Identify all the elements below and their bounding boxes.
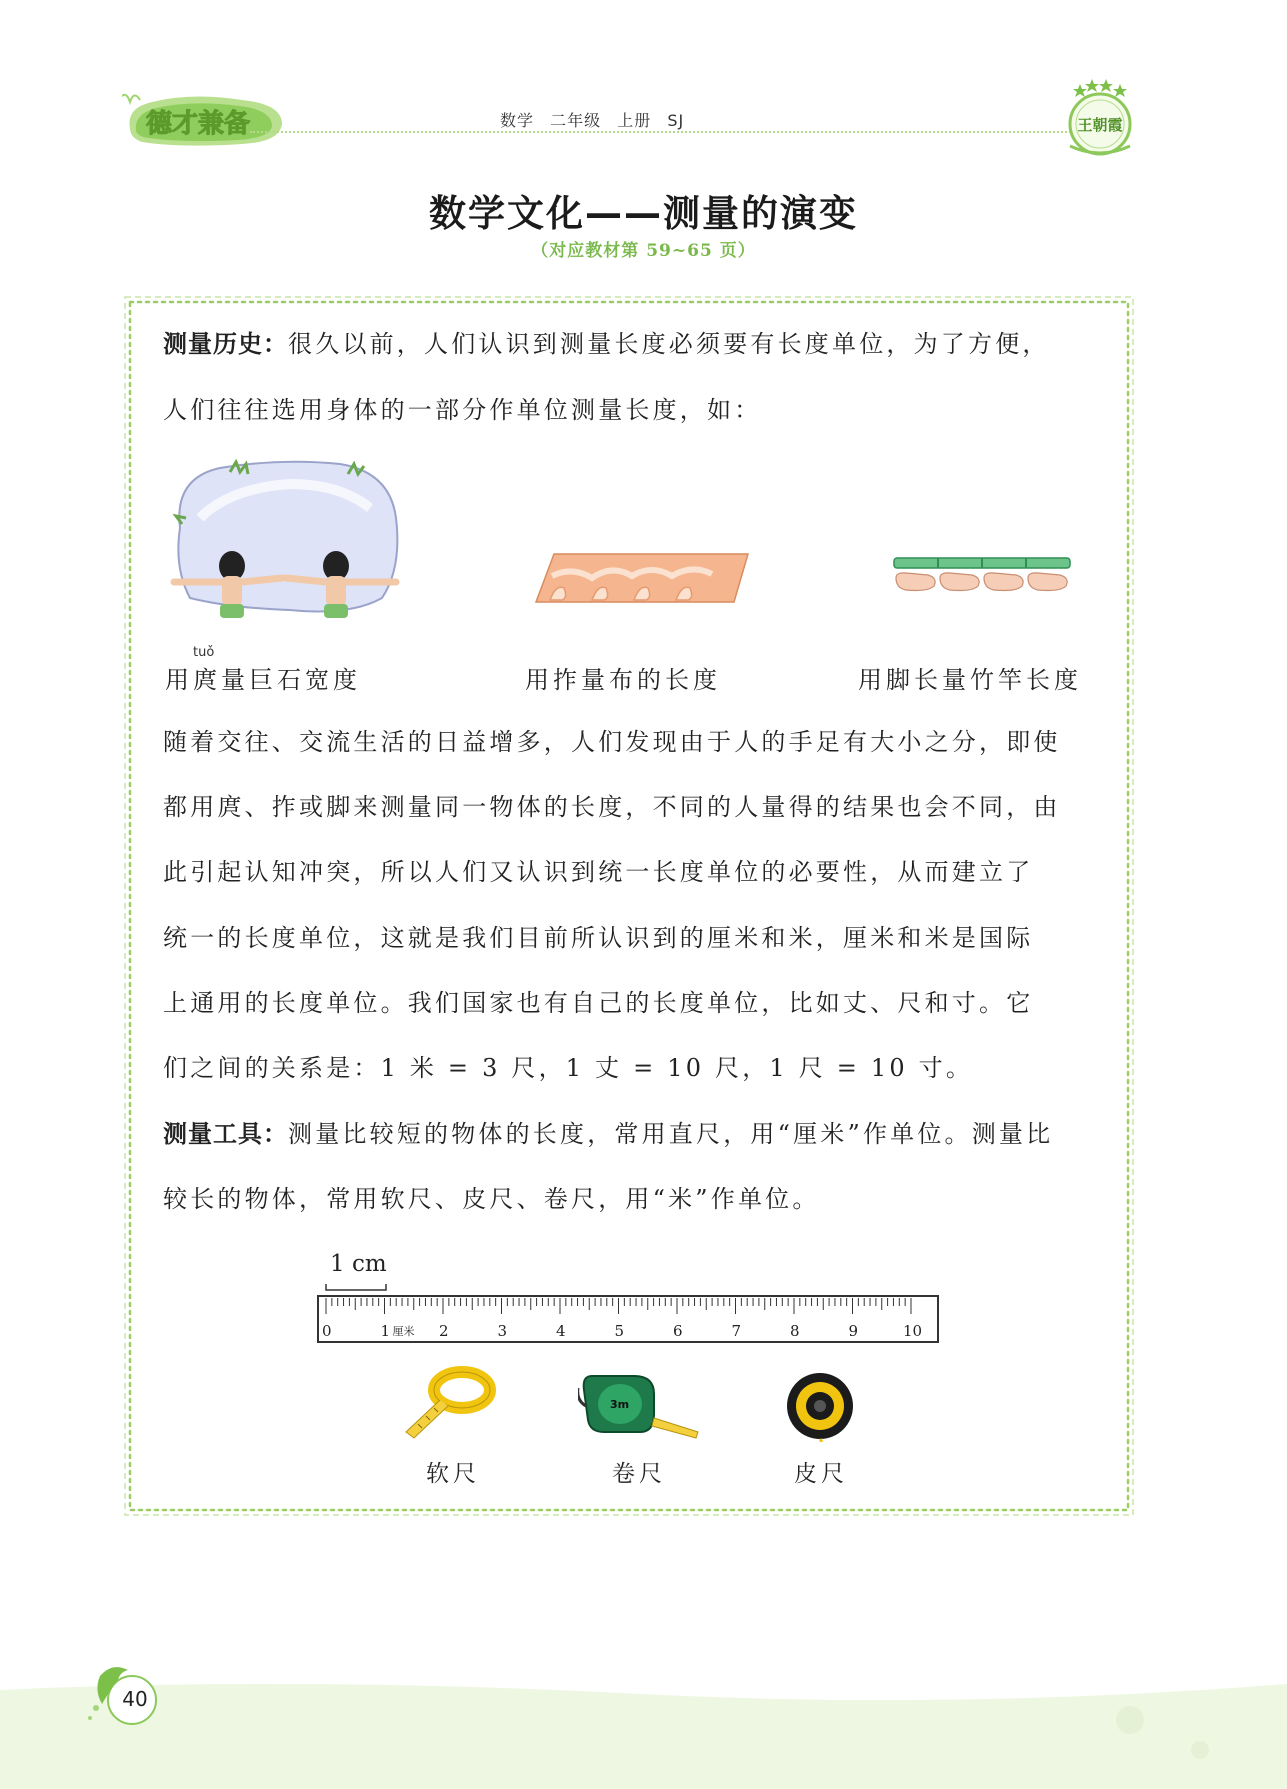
ruler	[316, 1272, 940, 1344]
tools-line-1	[163, 1118, 1098, 1150]
seal-text: 王朝霞	[1077, 116, 1123, 134]
page-subtitle: （对应教材第 59~65 页）	[531, 241, 756, 261]
caption-rock: 用庹量巨石宽度	[165, 666, 361, 694]
publisher-seal	[1058, 76, 1142, 162]
footer-band	[0, 1670, 1287, 1789]
tools-heading: 测量工具：	[163, 1120, 288, 1148]
ruler-number: 2	[439, 1322, 449, 1340]
tools-line-2: 较长的物体，常用软尺、皮尺、卷尺，用“米”作单位。	[163, 1185, 820, 1213]
label-reel-tape: 皮尺	[794, 1461, 848, 1487]
tools-text-1: 测量比较短的物体的长度，常用直尺，用“厘米”作单位。测量比	[288, 1120, 1054, 1148]
history-para-line: 随着交往、交流生活的日益增多，人们发现由于人的手足有大小之分，即使	[163, 728, 1061, 756]
soft-tape-icon	[400, 1366, 500, 1442]
page-title: 数学文化——测量的演变	[429, 192, 858, 235]
pinyin-annotation: tuǒ	[193, 645, 215, 660]
ruler-unit-label: 1 cm	[330, 1251, 387, 1277]
brand-logo-text: 德才兼备	[146, 109, 251, 139]
label-soft-tape: 软尺	[426, 1461, 480, 1487]
ruler-number: 8	[790, 1322, 800, 1340]
ruler-number: 10	[903, 1322, 923, 1340]
page-number: 40	[122, 1687, 148, 1711]
history-para-line: 此引起认知冲突，所以人们又认识到统一长度单位的必要性，从而建立了	[163, 858, 1034, 886]
history-para-line: 统一的长度单位，这就是我们目前所认识到的厘米和米，厘米和米是国际	[163, 924, 1034, 952]
tape-measure-icon	[578, 1370, 702, 1442]
ruler-number: 0	[322, 1322, 332, 1340]
tape-mark-text: 3m	[610, 1398, 630, 1411]
history-para-line: 上通用的长度单位。我们国家也有自己的长度单位，比如丈、尺和寸。它	[163, 989, 1034, 1017]
history-heading: 测量历史：	[163, 330, 288, 358]
brand-logo	[122, 88, 292, 148]
ruler-number: 4	[556, 1322, 566, 1340]
history-text-1: 很久以前，人们认识到测量长度必须要有长度单位，为了方便，	[288, 330, 1050, 358]
bamboo-feet-illustration	[892, 556, 1072, 602]
history-para-line: 都用庹、拃或脚来测量同一物体的长度，不同的人量得的结果也会不同，由	[163, 793, 1061, 821]
ruler-number: 3	[497, 1322, 508, 1340]
caption-bamboo: 用脚长量竹竿长度	[858, 666, 1082, 694]
history-line-1	[163, 328, 1098, 360]
header-grade: 二年级	[550, 111, 602, 130]
ruler-number: 7	[731, 1322, 742, 1340]
history-line-2: 人们往往选用身体的一部分作单位测量长度，如：	[163, 396, 762, 424]
header-info	[500, 108, 800, 131]
history-para-line: 们之间的关系是：1 米 = 3 尺，1 丈 = 10 尺，1 尺 = 10 寸。	[163, 1054, 974, 1082]
ruler-number: 5	[614, 1322, 625, 1340]
ruler-number: 6	[673, 1322, 683, 1340]
ruler-number: 1	[380, 1322, 391, 1340]
caption-cloth: 用拃量布的长度	[525, 666, 721, 694]
ruler-number: 9	[848, 1322, 859, 1340]
rock-measure-illustration	[170, 458, 402, 626]
header-subject: 数学	[500, 111, 535, 130]
label-tape-measure: 卷尺	[612, 1461, 666, 1487]
ruler-unit-bracket	[326, 1284, 386, 1290]
header-divider	[250, 131, 1090, 133]
header-volume: 上册	[617, 111, 652, 130]
reel-tape-icon	[784, 1370, 856, 1442]
cloth-span-illustration	[532, 546, 752, 606]
header-edition: SJ	[667, 111, 685, 130]
ruler-unit-mark: 厘米	[392, 1325, 415, 1338]
